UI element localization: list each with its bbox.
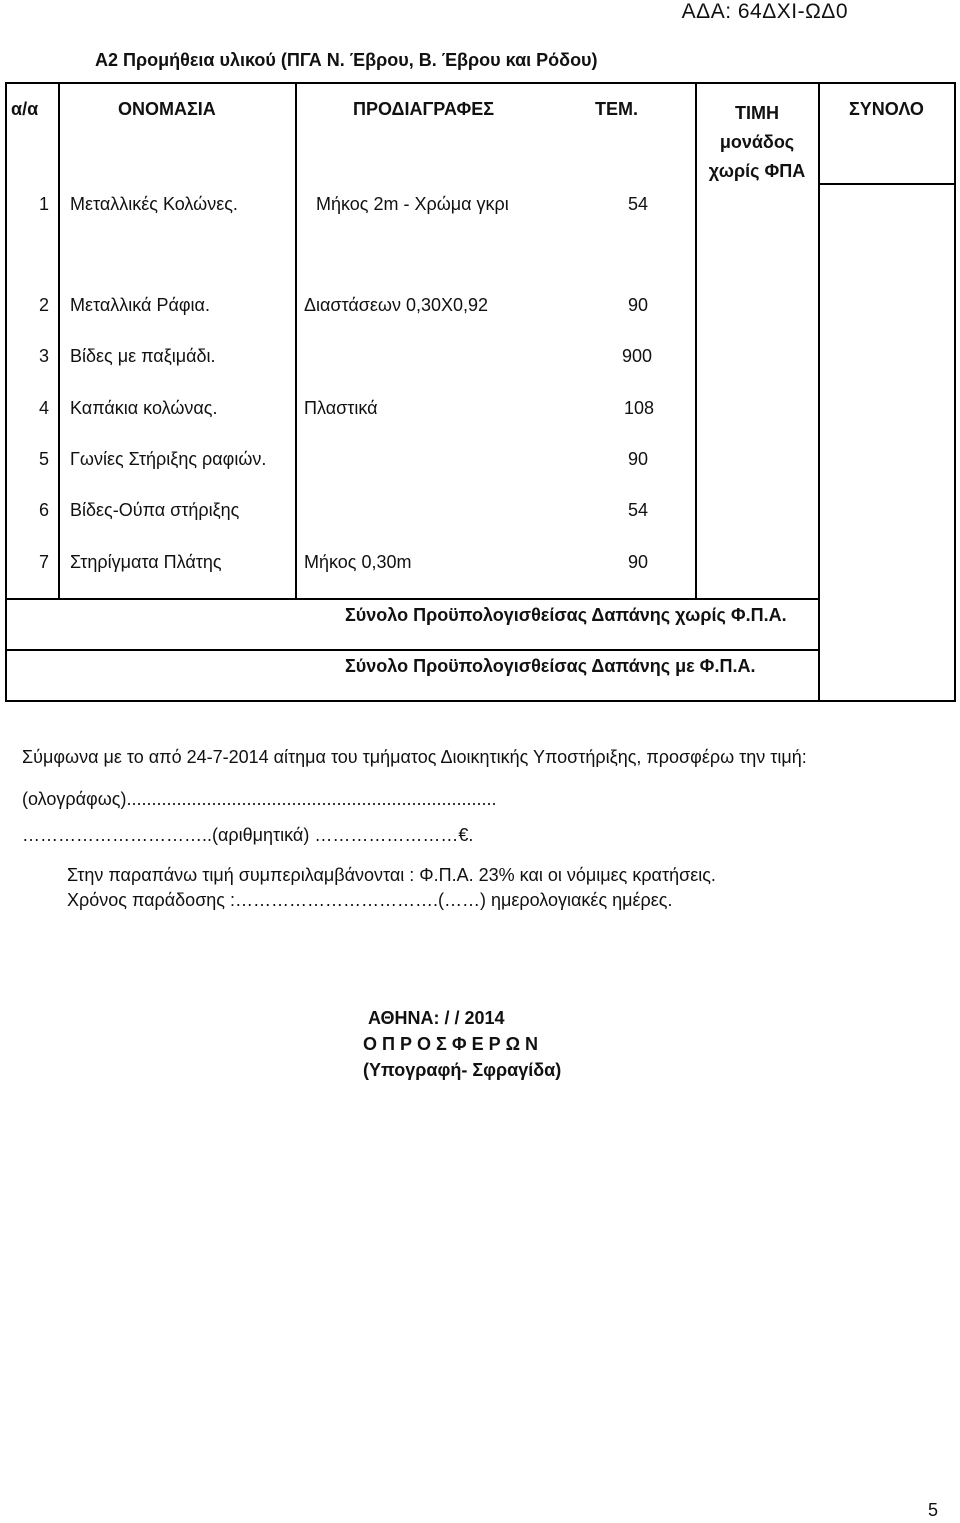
row-5-name: Γωνίες Στήριξης ραφιών. [70,449,267,469]
header-qty: ΤΕΜ. [595,99,638,119]
row-6-qty: 54 [628,500,649,520]
signature-stamp: (Υπογραφή- Σφραγίδα) [363,1060,562,1080]
row-5-qty: 90 [628,449,649,469]
header-unit-price-line3: χωρίς ΦΠΑ [708,161,806,181]
row-1-name: Μεταλλικές Κολώνες. [70,194,238,214]
row-7-name: Στηρίγματα Πλάτης [70,552,222,572]
row-3-name: Βίδες με παξιμάδι. [70,346,216,366]
row-divider [818,183,956,185]
offer-text-line-4: Στην παραπάνω τιμή συμπεριλαμβάνονται : Φ.Π.Α. 23% και οι νόμιμες κρατήσεις. [67,865,716,885]
page-number: 5 [927,1500,938,1520]
row-5-aa: 5 [39,449,50,469]
header-specs: ΠΡΟΔΙΑΓΡΑΦΕΣ [353,99,495,119]
offer-text-line-1: Σύμφωνα με το από 24-7-2014 αίτημα του τμήματος Διοικητικής Υποστήριξης, προσφέρω την τιμή: [22,747,807,767]
col-divider [818,84,820,702]
total-with-vat: Σύνολο Προϋπολογισθείσας Δαπάνης με Φ.Π.Α. [345,656,756,676]
offer-text-line-2: (ολογράφως).......................................................................... [22,789,497,809]
total-without-vat: Σύνολο Προϋπολογισθείσας Δαπάνης χωρίς Φ.Π.Α. [345,605,787,625]
row-2-specs: Διαστάσεων 0,30Χ0,92 [304,295,489,315]
row-4-qty: 108 [624,398,655,418]
row-1-qty: 54 [628,194,649,214]
header-unit-price-line1: ΤΙΜΗ [735,103,779,123]
signature-offerer: Ο Π Ρ Ο Σ Φ Ε Ρ Ω Ν [363,1034,539,1054]
row-1-specs: Μήκος 2m - Χρώμα γκρι [316,194,509,214]
col-divider [295,84,297,598]
row-1-aa: 1 [39,194,50,214]
row-4-specs: Πλαστικά [304,398,378,418]
offer-text-line-5: Χρόνος παράδοσης :…………………………….(……) ημερολογιακές ημέρες. [67,890,673,910]
row-4-aa: 4 [39,398,50,418]
header-unit-price [697,99,817,186]
row-7-qty: 90 [628,552,649,572]
offer-text-line-3: …………………………..(αριθμητικά) ……………………€. [22,825,474,845]
header-unit-price-line2: μονάδος [719,132,795,152]
row-3-qty: 900 [622,346,653,366]
row-3-aa: 3 [39,346,50,366]
signature-date: ΑΘΗΝΑ: / / 2014 [368,1008,505,1028]
row-6-aa: 6 [39,500,50,520]
row-7-aa: 7 [39,552,50,572]
row-4-name: Καπάκια κολώνας. [70,398,218,418]
row-7-specs: Μήκος 0,30m [304,552,412,572]
header-name: ΟΝΟΜΑΣΙΑ [118,99,216,119]
row-divider [7,649,818,651]
pricing-table [5,82,956,702]
row-2-aa: 2 [39,295,50,315]
header-total: ΣΥΝΟΛΟ [849,99,924,119]
row-2-qty: 90 [628,295,649,315]
row-6-name: Βίδες-Ούπα στήριξης [70,500,240,520]
row-divider [7,598,818,600]
ada-code: ΑΔΑ: 64ΔΧΙ-ΩΔ0 [681,0,848,23]
col-divider [58,84,60,598]
row-2-name: Μεταλλικά Ράφια. [70,295,210,315]
document-title: Α2 Προμήθεια υλικού (ΠΓΑ Ν. Έβρου, Β. Έβρου και Ρόδου) [95,50,598,70]
header-aa: α/α [11,99,39,119]
